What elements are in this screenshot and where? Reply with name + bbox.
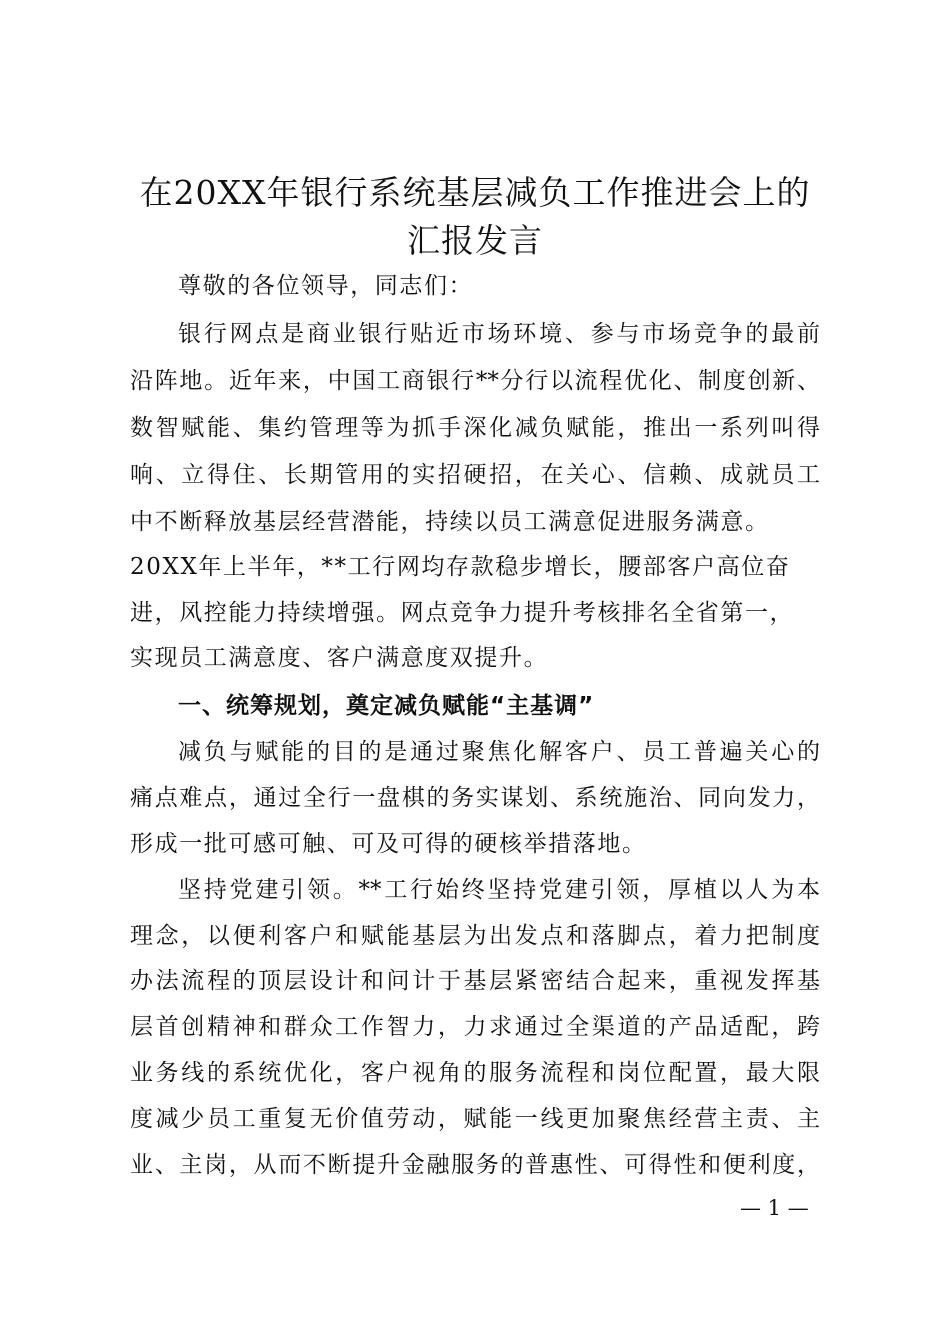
- paragraph-2-line-3: 形成一批可感可触、可及可得的硬核举措落地。: [130, 831, 647, 857]
- paragraph-2-line-2: 痛点难点，通过全行一盘棋的务实谋划、系统施治、同向发力，: [130, 785, 820, 811]
- paragraph-1-line-7: 进，风控能力持续增强。网点竞争力提升考核排名全省第一，: [130, 600, 795, 626]
- paragraph-3-line-4: 层首创精神和群众工作智力，力求通过全渠道的产品适配，跨: [130, 1014, 820, 1040]
- paragraph-1-line-4: 响、立得住、长期管用的实招硬招，在关心、信赖、成就员工: [130, 462, 820, 488]
- paragraph-3-line-6: 度减少员工重复无价值劳动，赋能一线更加聚焦经营主责、主: [130, 1106, 820, 1132]
- paragraph-3-line-7: 业、主岗，从而不断提升金融服务的普惠性、可得性和便利度，: [130, 1152, 820, 1178]
- paragraph-1-line-8: 实现员工满意度、客户满意度双提升。: [130, 645, 549, 671]
- paragraph-1-line-5: 中不断释放基层经营潜能，持续以员工满意促进服务满意。: [130, 509, 770, 535]
- paragraph-1-line-1: 银行网点是商业银行贴近市场环境、参与市场竞争的最前: [178, 321, 820, 347]
- paragraph-3-line-5: 业务线的系统优化，客户视角的服务流程和岗位配置，最大限: [130, 1060, 820, 1086]
- section-heading-1: 一、统筹规划，奠定减负赋能“主基调”: [178, 693, 595, 719]
- salutation: 尊敬的各位领导，同志们：: [178, 273, 474, 299]
- paragraph-3-line-1: 坚持党建引领。**工行始终坚持党建引领，厚植以人为本: [178, 877, 820, 903]
- document-title-line-2: 汇报发言: [407, 221, 543, 260]
- page-number: — 1 —: [740, 1196, 809, 1220]
- paragraph-1-line-3: 数智赋能、集约管理等为抓手深化减负赋能，推出一系列叫得: [130, 415, 820, 441]
- document-title-line-1: 在20XX年银行系统基层减负工作推进会上的: [139, 173, 811, 212]
- paragraph-1-line-2: 沿阵地。近年来，中国工商银行**分行以流程优化、制度创新、: [130, 368, 820, 394]
- paragraph-3-line-3: 办法流程的顶层设计和问计于基层紧密结合起来，重视发挥基: [130, 968, 820, 994]
- paragraph-2-line-1: 减负与赋能的目的是通过聚焦化解客户、员工普遍关心的: [178, 739, 820, 765]
- paragraph-1-line-6: 20XX年上半年，**工行网均存款稳步增长，腰部客户高位奋: [130, 554, 791, 580]
- paragraph-3-line-2: 理念，以便利客户和赋能基层为出发点和落脚点，着力把制度: [130, 923, 820, 949]
